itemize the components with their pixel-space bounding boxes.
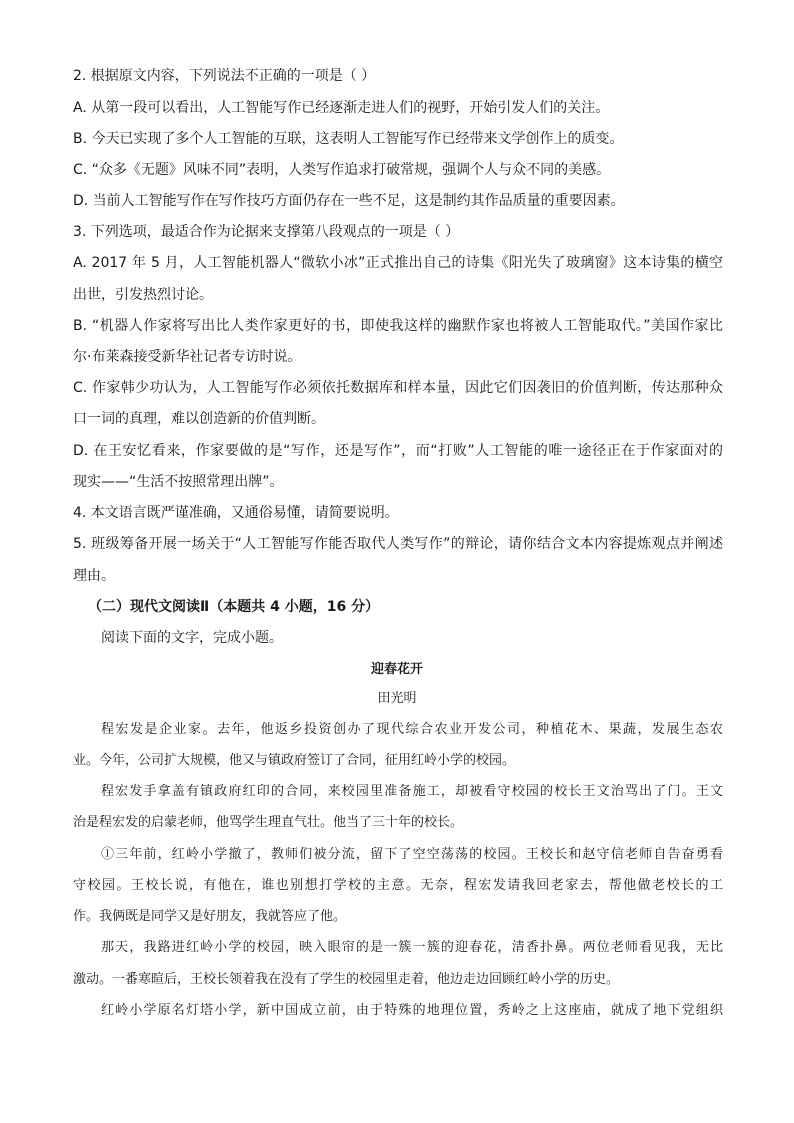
story-paragraph-3-line-2: 守校园。王校长说，有他在，谁也别想打学校的主意。无奈，程宏发请我回老家去，帮他做老校长的工 xyxy=(73,878,723,893)
question-2-option-a: A. 从第一段可以看出，人工智能写作已经逐渐走进人们的视野，开始引发人们的关注。 xyxy=(73,100,610,116)
story-paragraph-3-line-1: ①三年前，红岭小学撤了，教师们被分流，留下了空空荡荡的校园。王校长和赵守信老师自告奋勇看 xyxy=(101,847,723,862)
question-3-option-b-line-1: B. “机器人作家将写出比人类作家更好的书，即使我这样的幽默作家也将被人工智能取代。”美国作家比 xyxy=(73,318,723,334)
question-2-option-b: B. 今天已实现了多个人工智能的互联，这表明人工智能写作已经带来文学创作上的质变。 xyxy=(73,131,624,147)
question-2-option-c: C. “众多《无题》风味不同”表明，人类写作追求打破常规，强调个人与众不同的美感。 xyxy=(73,162,611,178)
question-3-stem: 3. 下列选项，最适合作为论据来支撑第八段观点的一项是（ ） xyxy=(73,224,460,240)
story-paragraph-4-line-1: 那天，我路进红岭小学的校园，映入眼帘的是一簇一簇的迎春花，清香扑鼻。两位老师看见我，无比 xyxy=(101,940,723,955)
story-paragraph-3-line-3: 作。我俩既是同学又是好朋友，我就答应了他。 xyxy=(73,909,347,924)
question-3-option-b-line-2: 尔·布莱森接受新华社记者专访时说。 xyxy=(73,349,302,365)
question-3-option-d-line-2: 现实——“生活不按照常理出牌”。 xyxy=(73,474,284,490)
question-3-option-d-line-1: D. 在王安忆看来，作家要做的是“写作，还是写作”，而“打败”人工智能的唯一途径正在于作家面对的 xyxy=(73,443,723,459)
story-paragraph-2-line-2: 治是程宏发的启蒙老师，他骂学生理直气壮。他当了三十年的校长。 xyxy=(73,815,464,830)
question-3-option-a-line-1: A. 2017 年 5 月，人工智能机器人“微软小冰”正式推出自己的诗集《阳光失了玻璃窗》这本诗集的横空 xyxy=(73,255,723,271)
story-paragraph-1-line-1: 程宏发是企业家。去年，他返乡投资创办了现代综合农业开发公司，种植花木、果蔬，发展生态农 xyxy=(101,722,723,737)
question-2-option-d: D. 当前人工智能写作在写作技巧方面仍存在一些不足，这是制约其作品质量的重要因素。 xyxy=(73,193,625,209)
question-4: 4. 本文语言既严谨准确，又通俗易懂，请简要说明。 xyxy=(73,505,399,521)
story-paragraph-4-line-2: 激动。一番寒暄后，王校长领着我在没有了学生的校园里走着，他边走边回顾红岭小学的历史。 xyxy=(73,972,620,987)
story-paragraph-2-line-1: 程宏发手拿盖有镇政府红印的合同，来校园里准备施工，却被看守校园的校长王文治骂出了门。王文 xyxy=(101,784,723,799)
question-3-option-c-line-1: C. 作家韩少功认为，人工智能写作必须依托数据库和样本量，因此它们因袭旧的价值判断，传达那种众 xyxy=(73,380,723,396)
section-instruction: 阅读下面的文字，完成小题。 xyxy=(101,630,283,646)
question-5-line-2: 理由。 xyxy=(73,568,115,584)
question-3-option-a-line-2: 出世，引发热烈讨论。 xyxy=(73,287,213,303)
story-author: 田光明 xyxy=(377,691,417,706)
question-5-line-1: 5. 班级筹备开展一场关于“人工智能写作能否取代人类写作”的辩论，请你结合文本内容提炼观点并阐述 xyxy=(73,536,723,552)
story-title: 迎春花开 xyxy=(370,662,423,677)
story-paragraph-1-line-2: 业。今年，公司扩大规模，他又与镇政府签订了合同，征用红岭小学的校园。 xyxy=(73,753,516,768)
question-2-stem: 2. 根据原文内容，下列说法不正确的一项是（ ） xyxy=(73,68,376,84)
section-heading: （二）现代文阅读Ⅱ（本题共 4 小题，16 分） xyxy=(88,599,380,615)
story-paragraph-5-line-1: 红岭小学原名灯塔小学，新中国成立前，由于特殊的地理位置，秀岭之上这座庙，就成了地下党组织 xyxy=(101,1003,723,1018)
question-3-option-c-line-2: 口一词的真理，难以创造新的价值判断。 xyxy=(73,411,325,427)
